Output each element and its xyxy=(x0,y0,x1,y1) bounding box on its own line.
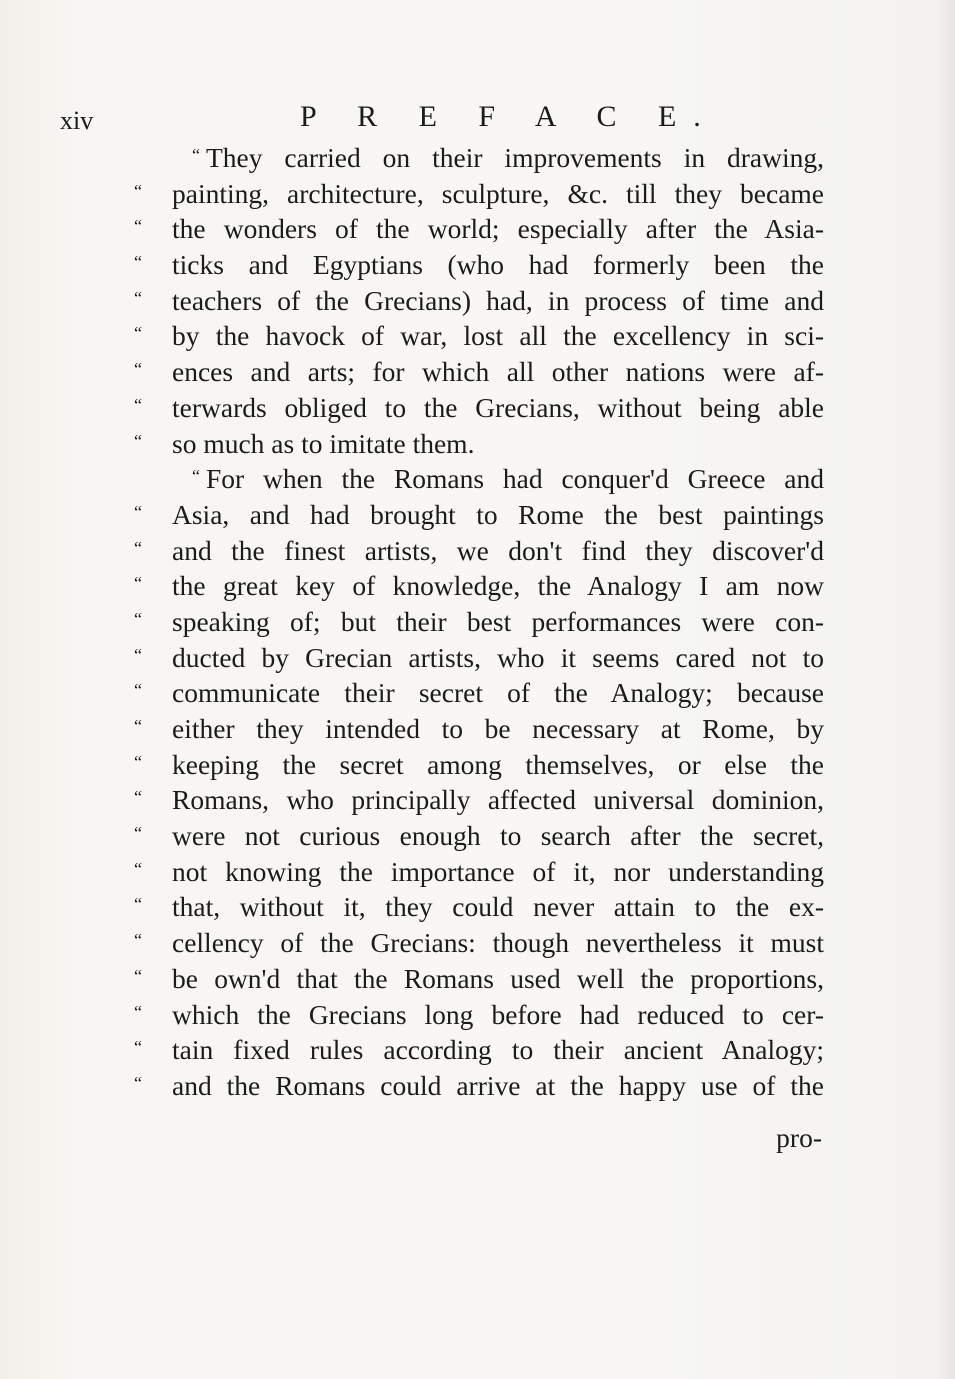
line-text: ducted by Grecian artists, who it seems cared not to xyxy=(172,641,824,673)
text-line xyxy=(134,390,824,426)
page-number: xiv xyxy=(60,106,94,135)
text-line xyxy=(134,961,824,997)
quotation-mark: “ xyxy=(134,787,142,808)
quotation-mark: “ xyxy=(134,180,142,201)
quotation-mark: “ xyxy=(134,823,142,844)
text-line xyxy=(134,318,824,354)
quotation-mark: “ xyxy=(134,394,142,415)
line-text: Romans, who principally affected universal dominion, xyxy=(172,784,824,816)
quotation-mark: “ xyxy=(134,323,142,344)
quotation-mark: “ xyxy=(192,466,200,487)
quotation-mark: “ xyxy=(134,858,142,879)
line-text: teachers of the Grecians) had, in process of time and xyxy=(172,284,824,316)
quotation-mark: “ xyxy=(134,252,142,273)
line-text: speaking of; but their best performances were con- xyxy=(172,605,824,637)
text-line xyxy=(134,640,824,676)
text-line xyxy=(134,283,824,319)
line-text: keeping the secret among themselves, or else the xyxy=(172,748,824,780)
quotation-mark: “ xyxy=(134,537,142,558)
line-text: not knowing the importance of it, nor understanding xyxy=(172,855,824,887)
quotation-mark: “ xyxy=(192,145,200,165)
text-line xyxy=(134,925,824,961)
quotation-mark: “ xyxy=(134,1001,142,1022)
text-line xyxy=(134,568,824,604)
quotation-mark: “ xyxy=(134,430,142,451)
text-line xyxy=(134,176,824,212)
line-text: the wonders of the world; especially after the Asia- xyxy=(172,213,824,245)
line-text: painting, architecture, sculpture, &c. till they became xyxy=(172,177,824,209)
catchword: pro- xyxy=(776,1122,822,1153)
line-text: communicate their secret of the Analogy; because xyxy=(172,677,824,709)
text-line xyxy=(134,426,824,462)
text-line xyxy=(134,211,824,247)
line-text: tain fixed rules according to their ancient Analogy; xyxy=(172,1034,824,1066)
quotation-mark: “ xyxy=(134,216,142,237)
text-line xyxy=(134,1068,824,1104)
quotation-mark: “ xyxy=(134,930,142,951)
text-line xyxy=(134,889,824,925)
text-line xyxy=(134,818,824,854)
quotation-mark: “ xyxy=(134,894,142,915)
quotation-mark: “ xyxy=(134,716,142,736)
quotation-mark: “ xyxy=(134,751,142,772)
text-line xyxy=(134,533,824,569)
text-line xyxy=(134,461,824,497)
quotation-mark: “ xyxy=(134,1037,142,1058)
quotation-mark: “ xyxy=(134,573,142,594)
line-text: terwards obliged to the Grecians, without being able xyxy=(172,391,824,423)
line-text: ticks and Egyptians (who had formerly been the xyxy=(172,249,824,281)
text-line xyxy=(134,747,824,783)
text-line xyxy=(134,782,824,818)
line-text: which the Grecians long before had reduced to cer- xyxy=(172,998,824,1030)
text-line xyxy=(134,675,824,711)
line-text: either they intended to be necessary at Rome, by xyxy=(172,713,824,744)
body-text xyxy=(134,140,824,1104)
quotation-mark: “ xyxy=(134,965,142,986)
line-text: They carried on their improvements in drawing, xyxy=(206,142,824,173)
quotation-mark: “ xyxy=(134,359,142,380)
quotation-mark: “ xyxy=(134,501,142,522)
page-edge-shadow xyxy=(937,0,955,1379)
line-text: ences and arts; for which all other nations were af- xyxy=(172,356,824,388)
text-line xyxy=(134,247,824,283)
running-head: P R E F A C E. xyxy=(300,100,718,133)
line-text: Asia, and had brought to Rome the best paintings xyxy=(172,498,824,530)
text-line xyxy=(134,604,824,640)
text-line xyxy=(134,497,824,533)
quotation-mark: “ xyxy=(134,644,142,665)
text-line xyxy=(134,1032,824,1068)
line-text: For when the Romans had conquer'd Greece and xyxy=(206,463,824,495)
line-text: be own'd that the Romans used well the proportions, xyxy=(172,962,824,994)
line-text: and the Romans could arrive at the happy use of the xyxy=(172,1069,824,1101)
quotation-mark: “ xyxy=(134,287,142,308)
line-text: cellency of the Grecians: though nevertheless it must xyxy=(172,927,824,959)
line-text: the great key of knowledge, the Analogy I am now xyxy=(172,570,824,602)
text-line xyxy=(134,354,824,390)
quotation-mark: “ xyxy=(134,608,142,629)
quotation-mark: “ xyxy=(134,680,142,701)
line-text: and the finest artists, we don't find they discover'd xyxy=(172,534,824,566)
line-text: so much as to imitate them. xyxy=(172,427,475,459)
line-text: were not curious enough to search after the secret, xyxy=(172,820,824,852)
text-line xyxy=(134,140,824,176)
line-text: by the havock of war, lost all the excellency in sci- xyxy=(172,320,824,352)
text-line xyxy=(134,711,824,747)
line-text: that, without it, they could never attain to the ex- xyxy=(172,891,824,923)
text-line xyxy=(134,854,824,890)
text-line xyxy=(134,997,824,1033)
quotation-mark: “ xyxy=(134,1072,142,1093)
